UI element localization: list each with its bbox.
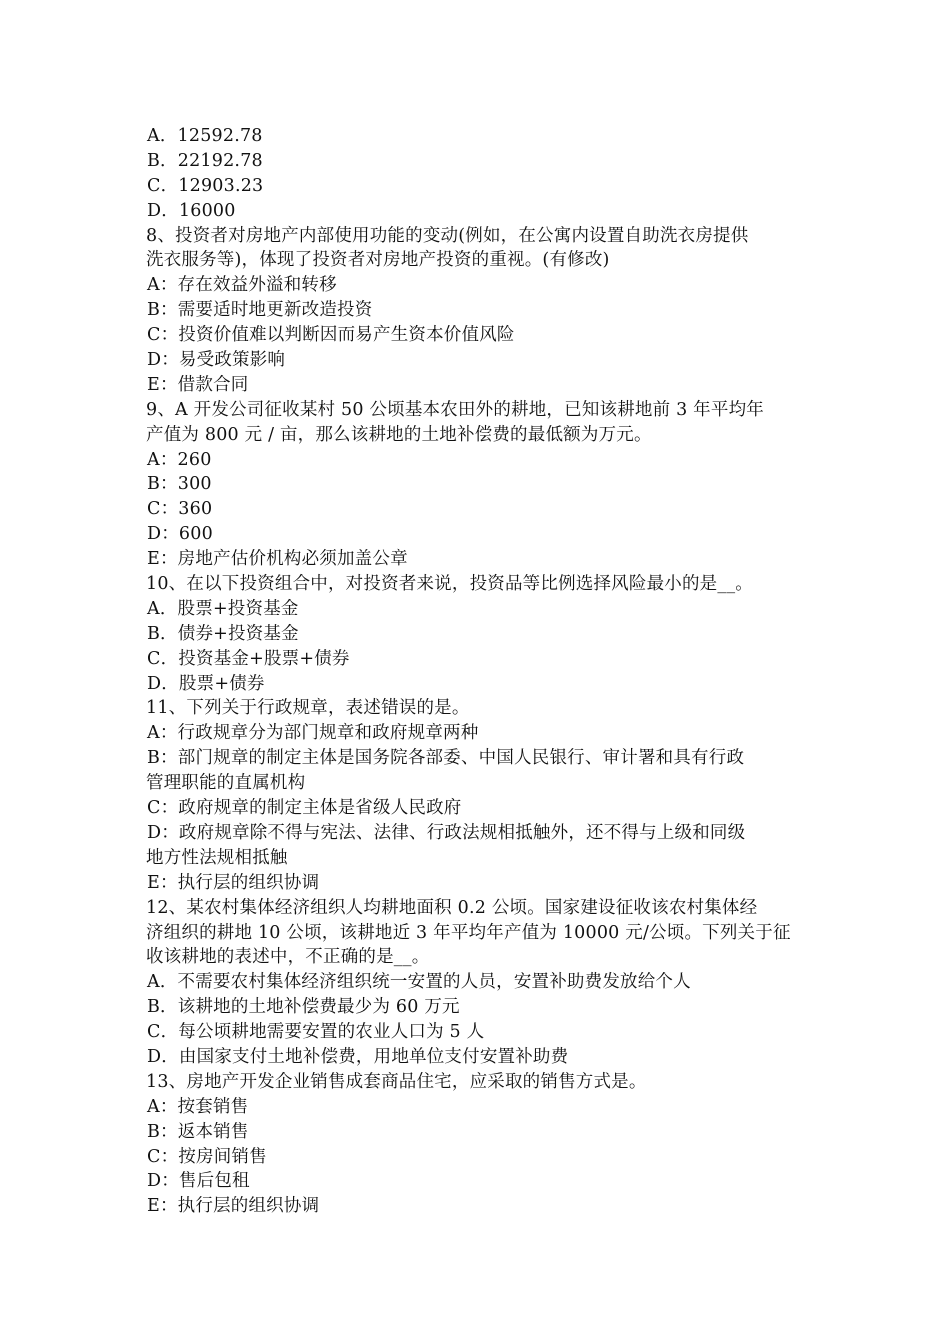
option-line: E：房地产估价机构必须加盖公章 xyxy=(147,549,408,570)
option-line: E：借款合同 xyxy=(147,374,249,395)
option-line: E：执行层的组织协调 xyxy=(147,1196,320,1217)
option-line: D．股票+债券 xyxy=(147,673,265,694)
option-line: B：需要适时地更新改造投资 xyxy=(147,300,373,321)
option-line: C．投资基金+股票+债券 xyxy=(147,648,350,669)
option-line: D：易受政策影响 xyxy=(147,350,286,371)
document-page xyxy=(146,124,816,1219)
option-line: A：260 xyxy=(147,449,212,470)
option-line: C．每公顷耕地需要安置的农业人口为 5 人 xyxy=(147,1022,485,1043)
option-line: C：按房间销售 xyxy=(147,1146,267,1167)
option-line: D：政府规章除不得与宪法、法律、行政法规相抵触外，还不得与上级和同级 xyxy=(147,822,746,843)
question-line: 管理职能的直属机构 xyxy=(146,773,306,794)
option-line: C．12903.23 xyxy=(147,175,264,196)
option-line: D．由国家支付土地补偿费，用地单位支付安置补助费 xyxy=(147,1046,569,1067)
question-line: 9、A 开发公司征收某村 50 公顷基本农田外的耕地，已知该耕地前 3 年平均年 xyxy=(146,399,764,420)
question-line: 8、投资者对房地产内部使用功能的变动(例如，在公寓内设置自助洗衣房提供 xyxy=(146,225,749,246)
option-line: A：行政规章分为部门规章和政府规章两种 xyxy=(147,723,479,744)
question-line: 产值为 800 元 / 亩，那么该耕地的土地补偿费的最低额为万元。 xyxy=(146,424,652,445)
option-line: A：按套销售 xyxy=(147,1096,249,1117)
option-line: A．股票+投资基金 xyxy=(147,598,299,619)
question-line: 12、某农村集体经济组织人均耕地面积 0.2 公顷。国家建设征收该农村集体经 xyxy=(146,897,758,918)
option-line: B．22192.78 xyxy=(147,150,263,171)
question-line: 10、在以下投资组合中，对投资者来说，投资品等比例选择风险最小的是__。 xyxy=(146,574,753,595)
option-line: D．16000 xyxy=(147,200,236,221)
option-line: D：600 xyxy=(147,524,213,545)
option-line: C：政府规章的制定主体是省级人民政府 xyxy=(147,798,462,819)
option-line: B：部门规章的制定主体是国务院各部委、中国人民银行、审计署和具有行政 xyxy=(147,748,745,769)
option-line: C：投资价值难以判断因而易产生资本价值风险 xyxy=(147,325,515,346)
option-line: E：执行层的组织协调 xyxy=(147,872,320,893)
option-line: B：300 xyxy=(147,474,212,495)
option-line: B．该耕地的土地补偿费最少为 60 万元 xyxy=(147,997,460,1018)
option-line: A．不需要农村集体经济组织统一安置的人员，安置补助费发放给个人 xyxy=(147,972,691,993)
option-line: D：售后包租 xyxy=(147,1171,250,1192)
question-line: 地方性法规相抵触 xyxy=(146,847,288,868)
question-line: 洗衣服务等)，体现了投资者对房地产投资的重视。(有修改) xyxy=(146,250,610,271)
option-line: C：360 xyxy=(147,499,213,520)
question-line: 收该耕地的表述中，不正确的是__。 xyxy=(146,947,430,968)
option-line: A．12592.78 xyxy=(147,126,263,146)
question-line: 11、下列关于行政规章，表述错误的是。 xyxy=(146,698,470,719)
option-line: B：返本销售 xyxy=(147,1121,249,1142)
option-line: B．债券+投资基金 xyxy=(147,623,299,644)
question-line: 13、房地产开发企业销售成套商品住宅，应采取的销售方式是。 xyxy=(146,1071,647,1092)
option-line: A：存在效益外溢和转移 xyxy=(147,275,337,296)
question-line: 济组织的耕地 10 公顷，该耕地近 3 年平均年产值为 10000 元/公顷。下列关于征 xyxy=(146,922,791,943)
